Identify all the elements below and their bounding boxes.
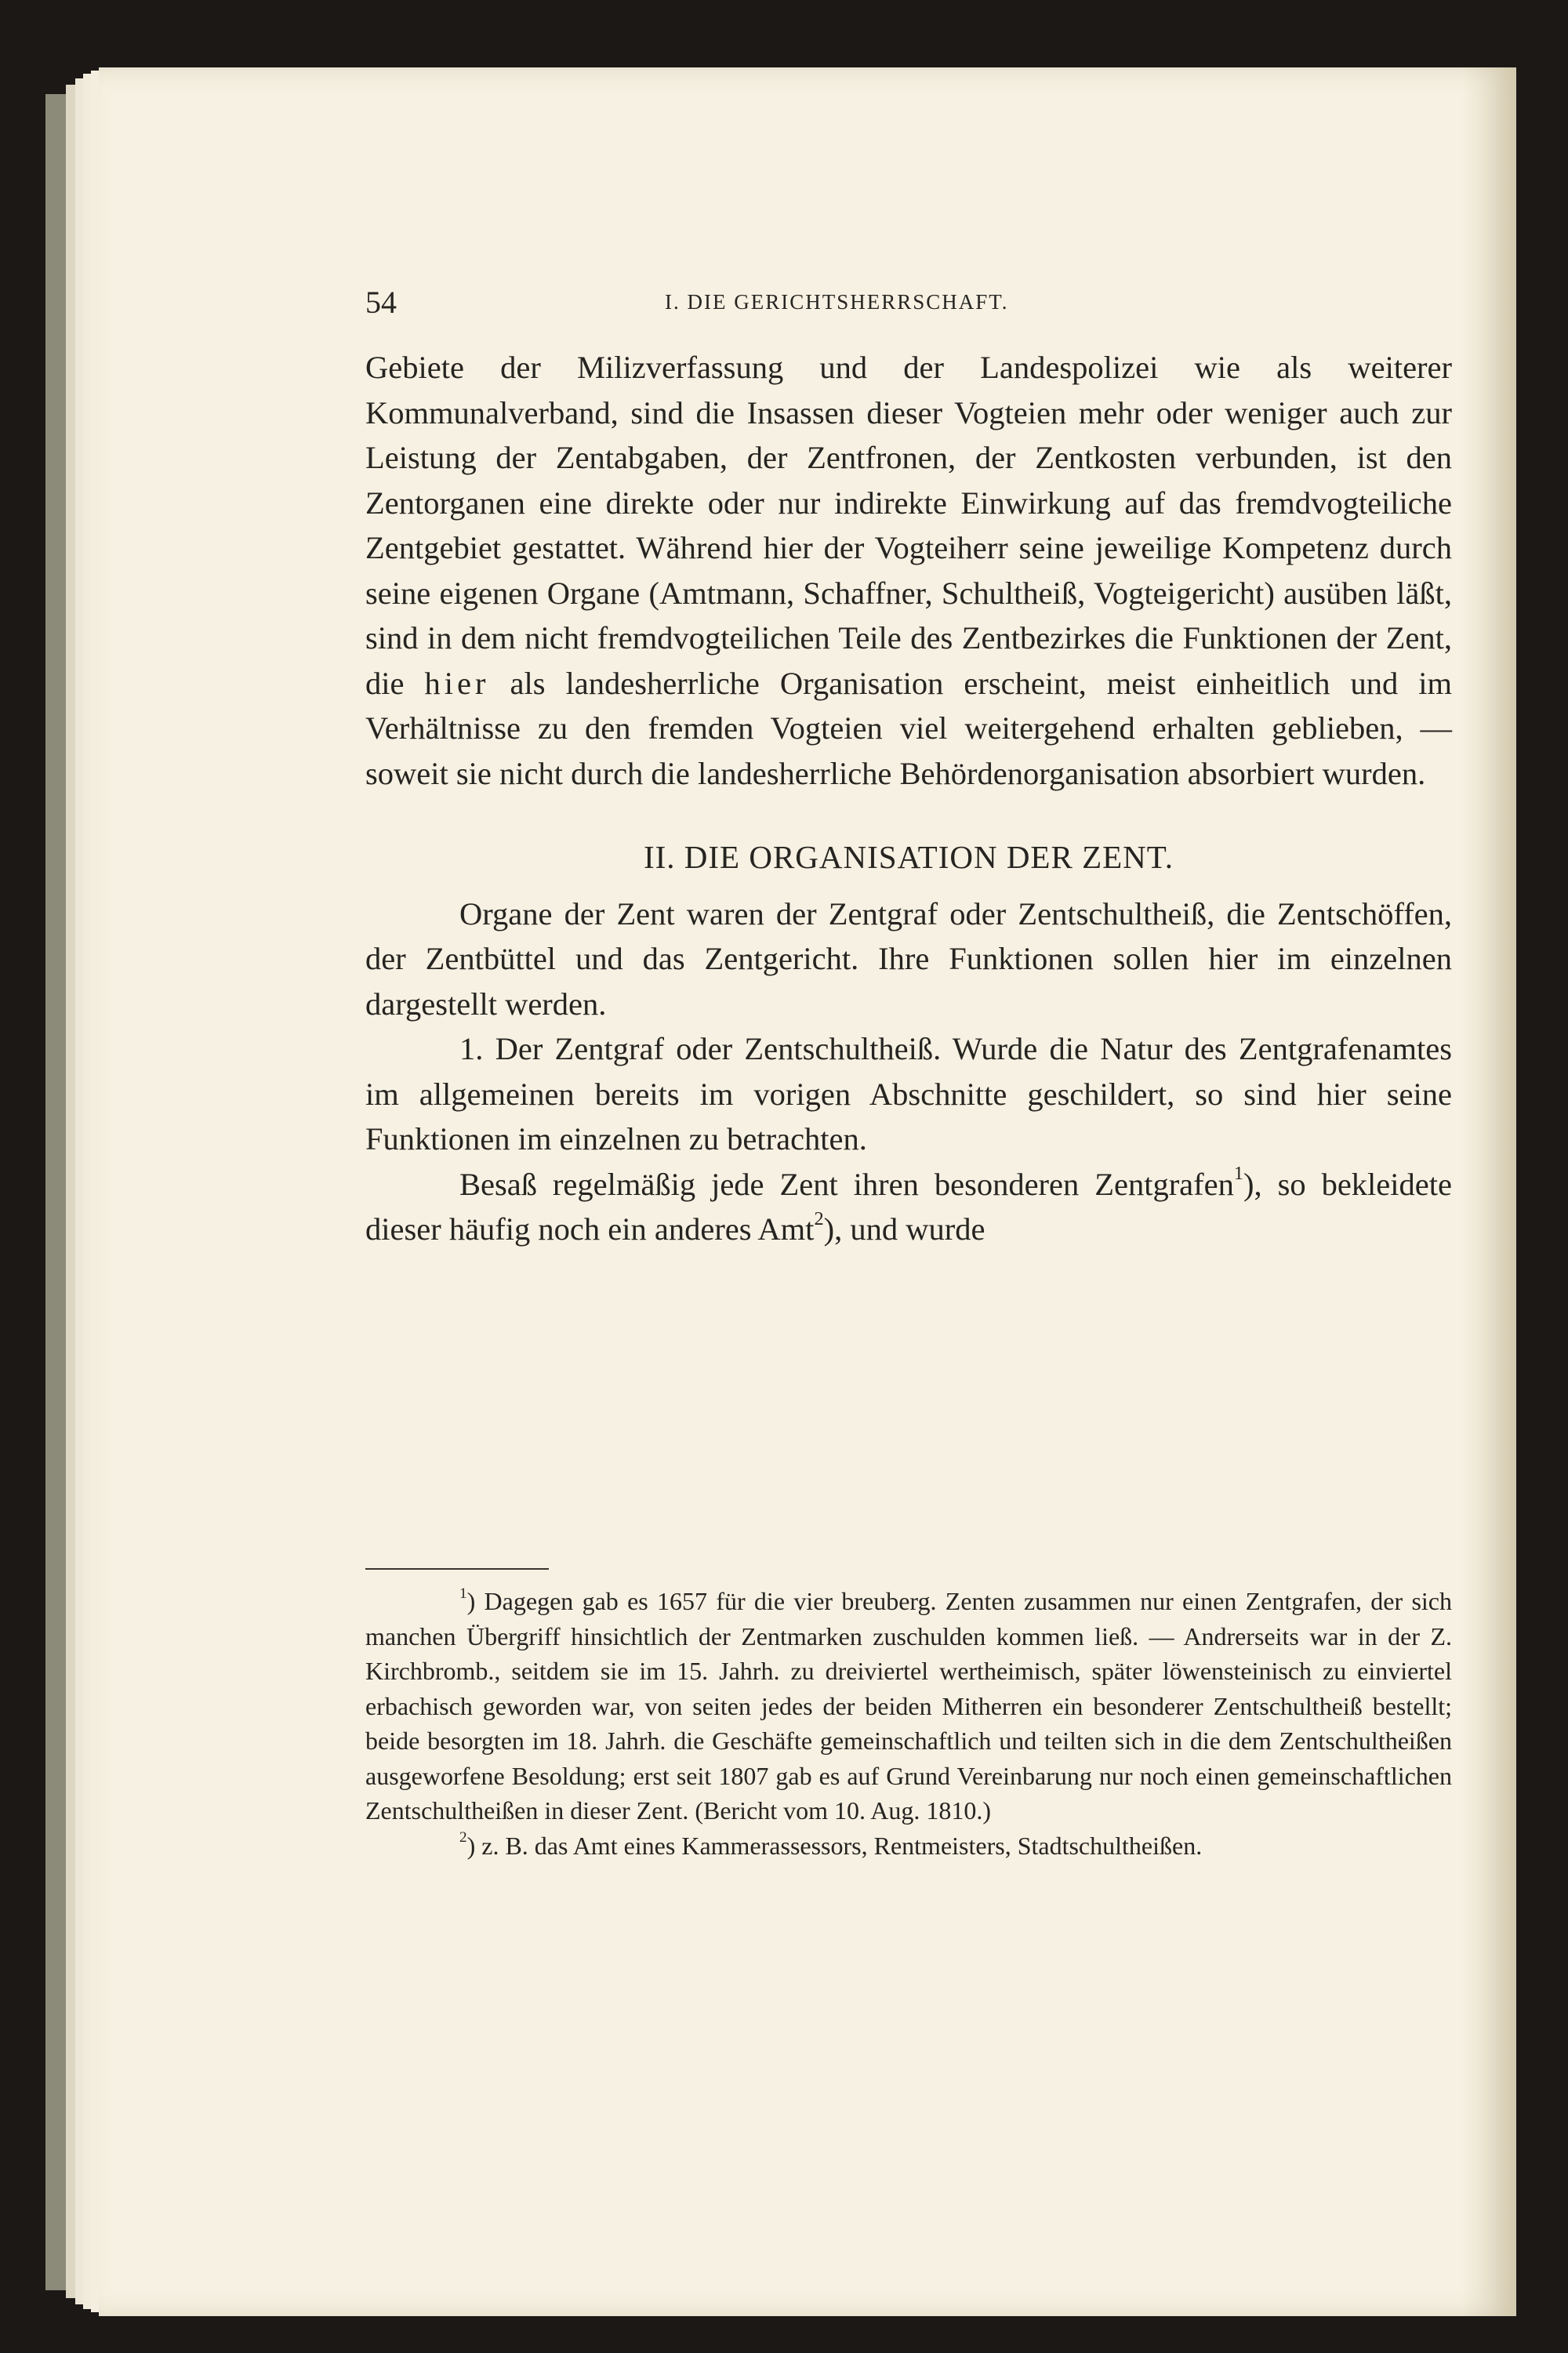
footnote-1-text: ) Dagegen gab es 1657 für die vier breuberg. Zenten zusammen nur einen Zentgrafen, der sich manchen Übergriff hinsichtlich der Zentmarken zuschulden kommen ließ. — Andrerseits war in der Z. Kirchbromb., seitdem sie im 15. Jahrh. zu dreiviertel wertheimisch, später löwensteinisch zu einviertel erbachisch geworden war, von seiten jedes der beiden Mitherren ein besonderer Zentschultheiß bestellt; beide besorgten im 18. Jahrh. die Geschäfte gemeinschaftlich und teilten sich in die dem Zentschultheißen ausgeworfene Besoldung; erst seit 1807 gab es auf Grund Vereinbarung nur noch einen gemeinschaftlichen Zentschultheißen in dieser Zent. (Bericht vom 10. Aug. 1810.)	[365, 1587, 1452, 1825]
paragraph-2: Organe der Zent waren der Zentgraf oder Zentschultheiß, die Zentschöffen, der Zentbüttel und das Zentgericht. Ihre Funktionen sollen hier im einzelnen dargestellt werden.	[365, 895, 1452, 1022]
footnote-1	[365, 1584, 1452, 1828]
paragraph-4-start: Besaß regelmäßig jede Zent ihren besonderen Zentgrafen	[459, 1166, 1234, 1202]
paragraph-1-end: als landesherrliche Organisation erscheint, meist einheitlich und im Verhältnisse zu den fremden Vogteien viel weitergehend erhalten geblieben, — soweit sie nicht durch die landesherrliche Behördenorganisation absorbiert wurden.	[365, 665, 1453, 791]
footnote-ref-1[interactable]: 1	[1233, 1163, 1244, 1185]
footnote-2-mark: 2	[459, 1829, 467, 1846]
footnotes	[365, 1584, 1452, 1863]
paragraph-3: 1. Der Zentgraf oder Zentschultheiß. Wurde die Natur des Zentgrafenamtes im allgemeinen bereits im vorigen Abschnitte geschildert, so sind hier seine Funktionen im einzelnen zu betrachten.	[365, 1031, 1452, 1157]
body-text	[365, 345, 1452, 1252]
paragraph-1	[365, 345, 1452, 796]
page-gutter-shadow	[1461, 67, 1516, 2316]
paragraph-1-text: Gebiete der Milizverfassung und der Landespolizei wie als weiterer Kommunalverband, sind die Insassen dieser Vogteien mehr oder weniger auch zur Leistung der Zentabgaben, der Zentfronen, der Zentkosten verbunden, ist den Zentorganen eine direkte oder nur indirekte Einwirkung auf das fremdvogteiliche Zentgebiet gestattet. Während hier der Vogteiherr seine jeweilige Kompetenz durch seine eigenen Organe (Amtmann, Schaffner, Schultheiß, Vogteigericht) ausüben läßt, sind in dem nicht fremdvogteilichen Teile des Zentbezirkes die Funktionen der Zent, die	[365, 350, 1452, 701]
footnote-ref-2[interactable]: 2	[814, 1207, 824, 1229]
page-number: 54	[365, 285, 397, 320]
book-page	[99, 67, 1516, 2316]
footnote-2	[365, 1828, 1452, 1864]
footnote-rule	[365, 1568, 549, 1570]
paragraph-4-mid: ), so bekleidete dieser häufig noch ein anderes Amt	[365, 1166, 1452, 1247]
emphasized-word: hier	[424, 665, 490, 701]
paragraph-4	[365, 1162, 1452, 1252]
running-head	[365, 284, 1452, 323]
running-title: I. DIE GERICHTSHERRSCHAFT.	[665, 290, 1009, 314]
paragraph-4-end: ), und wurde	[823, 1211, 985, 1247]
footnote-2-text: ) z. B. das Amt eines Kammerassessors, Rentmeisters, Stadtschultheißen.	[466, 1831, 1203, 1860]
footnote-1-mark: 1	[459, 1585, 467, 1602]
section-heading: II. DIE ORGANISATION DER ZENT.	[643, 839, 1174, 875]
